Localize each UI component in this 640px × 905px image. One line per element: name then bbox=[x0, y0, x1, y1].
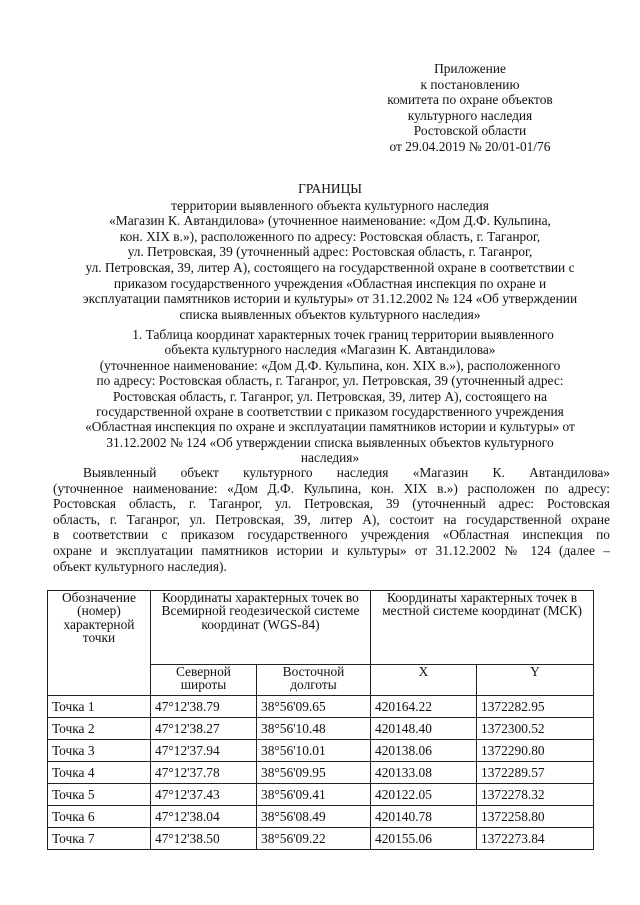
document-title bbox=[40, 181, 620, 322]
table-row bbox=[48, 762, 594, 784]
cell-point: Точка 7 bbox=[48, 828, 151, 850]
cell-north: 47°12'37.78 bbox=[151, 762, 257, 784]
table-row bbox=[48, 740, 594, 762]
cell-y: 1372258.80 bbox=[477, 806, 594, 828]
section-line: по адресу: Ростовская область, г. Таганрог, ул. Петровская, 39 (уточненный адрес: bbox=[96, 373, 564, 389]
cell-east: 38°56'09.65 bbox=[257, 696, 371, 718]
cell-x: 420122.05 bbox=[371, 784, 477, 806]
cell-point: Точка 5 bbox=[48, 784, 151, 806]
header-wgs: Координаты характерных точек во Всемирной геодезической системе координат (WGS-84) bbox=[151, 591, 371, 665]
section-line: объекта культурного наследия «Магазин К. Автандилова» bbox=[164, 342, 496, 358]
cell-x: 420133.08 bbox=[371, 762, 477, 784]
section-heading bbox=[44, 327, 616, 466]
annex-line: от 29.04.2019 № 20/01-01/76 bbox=[389, 138, 551, 154]
paragraph-line: охране и эксплуатации памятников истории и культуры» от 31.12.2002 № 124 (далее – bbox=[53, 542, 610, 558]
cell-x: 420155.06 bbox=[371, 828, 477, 850]
annex-line: Ростовской области bbox=[413, 123, 527, 139]
section-line: Ростовская область, г. Таганрог, ул. Петровская, 39, литер А), состоящего на bbox=[112, 388, 548, 404]
table-row bbox=[48, 828, 594, 850]
paragraph-line: область, г. Таганрог, ул. Петровская, 39, литер А), состоит на государственной охране bbox=[53, 511, 610, 527]
header-x: X bbox=[371, 665, 477, 696]
section-line: (уточненное наименование: «Дом Д.Ф. Кульпина, кон. XIX в.»), расположенного bbox=[99, 357, 561, 373]
cell-north: 47°12'37.94 bbox=[151, 740, 257, 762]
table-header-row bbox=[48, 591, 594, 665]
paragraph-line: (уточненное наименование: «Дом Д.Ф. Кульпина, кон. XIX в.») расположен по адресу: bbox=[53, 480, 610, 496]
table-row bbox=[48, 784, 594, 806]
header-designation: Обозначение (номер) характерной точки bbox=[48, 591, 151, 696]
cell-east: 38°56'10.01 bbox=[257, 740, 371, 762]
section-line: государственной охране в соответствии с приказом государственного учреждения bbox=[96, 404, 564, 420]
section-line: 1. Таблица координат характерных точек границ территории выявленного bbox=[132, 327, 554, 342]
paragraph-line: Выявленный объект культурного наследия «Магазин К. Автандилова» bbox=[83, 465, 610, 480]
cell-x: 420140.78 bbox=[371, 806, 477, 828]
cell-x: 420148.40 bbox=[371, 718, 477, 740]
cell-north: 47°12'37.43 bbox=[151, 784, 257, 806]
title-line: эксплуатации памятников истории и культуры» от 31.12.2002 № 124 «Об утверждении bbox=[82, 291, 578, 307]
cell-y: 1372300.52 bbox=[477, 718, 594, 740]
coordinates-table bbox=[47, 590, 594, 850]
cell-north: 47°12'38.79 bbox=[151, 696, 257, 718]
title-line: ул. Петровская, 39 (уточненный адрес: Ростовская область, г. Таганрог, bbox=[127, 244, 533, 260]
cell-north: 47°12'38.50 bbox=[151, 828, 257, 850]
cell-north: 47°12'38.27 bbox=[151, 718, 257, 740]
cell-east: 38°56'08.49 bbox=[257, 806, 371, 828]
cell-point: Точка 6 bbox=[48, 806, 151, 828]
title-line: «Магазин К. Автандилова» (уточненное наименование: «Дом Д.Ф. Кульпина, bbox=[109, 213, 551, 229]
annex-line: культурного наследия bbox=[407, 107, 533, 123]
header-north: Северной широты bbox=[151, 665, 257, 696]
title-line: приказом государственного учреждения «Областная инспекция по охране и bbox=[113, 275, 547, 291]
title-line: ул. Петровская, 39, литер А), состоящего на государственной охране в соответствии с bbox=[85, 259, 575, 275]
header-y: Y bbox=[477, 665, 594, 696]
annex-line: комитета по охране объектов bbox=[387, 92, 553, 108]
cell-y: 1372282.95 bbox=[477, 696, 594, 718]
cell-point: Точка 2 bbox=[48, 718, 151, 740]
cell-point: Точка 4 bbox=[48, 762, 151, 784]
title-line: списка выявленных объектов культурного наследия» bbox=[179, 306, 481, 322]
cell-east: 38°56'09.41 bbox=[257, 784, 371, 806]
cell-point: Точка 1 bbox=[48, 696, 151, 718]
cell-north: 47°12'38.04 bbox=[151, 806, 257, 828]
paragraph-line: в соответствии с приказом государственного учреждения «Областная инспекция по bbox=[53, 527, 610, 543]
body-paragraph bbox=[53, 465, 610, 574]
table-row bbox=[48, 696, 594, 718]
cell-y: 1372278.32 bbox=[477, 784, 594, 806]
section-line: наследия» bbox=[300, 450, 360, 466]
cell-east: 38°56'10.48 bbox=[257, 718, 371, 740]
header-east: Восточной долготы bbox=[257, 665, 371, 696]
cell-x: 420164.22 bbox=[371, 696, 477, 718]
title-heading: ГРАНИЦЫ bbox=[298, 181, 362, 196]
cell-x: 420138.06 bbox=[371, 740, 477, 762]
cell-east: 38°56'09.22 bbox=[257, 828, 371, 850]
section-line: «Областная инспекция по охране и эксплуатации памятников истории и культуры» от bbox=[85, 419, 575, 435]
paragraph-line: Ростовская область, г. Таганрог, ул. Петровская, 39 (уточненный адрес: Ростовская bbox=[53, 496, 610, 512]
cell-point: Точка 3 bbox=[48, 740, 151, 762]
cell-y: 1372273.84 bbox=[477, 828, 594, 850]
cell-y: 1372289.57 bbox=[477, 762, 594, 784]
table-row bbox=[48, 806, 594, 828]
cell-y: 1372290.80 bbox=[477, 740, 594, 762]
section-line: 31.12.2002 № 124 «Об утверждении списка выявленных объектов культурного bbox=[106, 434, 554, 450]
annex-block bbox=[360, 61, 580, 155]
title-line: кон. XIX в.»), расположенного по адресу: Ростовская область, г. Таганрог, bbox=[119, 228, 541, 244]
annex-line: Приложение bbox=[434, 61, 506, 76]
table-row bbox=[48, 718, 594, 740]
cell-east: 38°56'09.95 bbox=[257, 762, 371, 784]
paragraph-line: объект культурного наследия). bbox=[53, 558, 227, 574]
title-line: территории выявленного объекта культурного наследия bbox=[171, 197, 489, 213]
annex-line: к постановлению bbox=[420, 76, 520, 92]
header-msk: Координаты характерных точек в местной системе координат (МСК) bbox=[371, 591, 594, 665]
